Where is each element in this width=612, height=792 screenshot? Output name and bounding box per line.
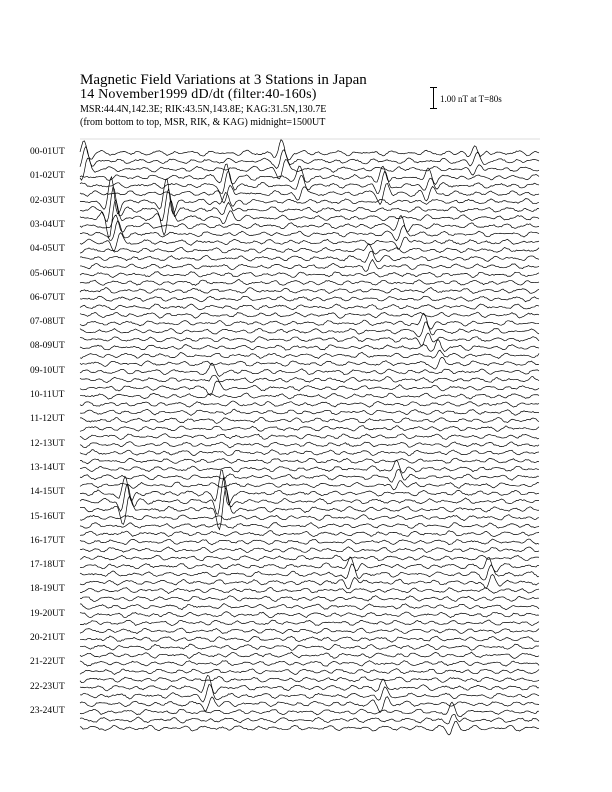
trace-09-10UT-RIK [80,375,539,382]
row-label-17-18UT: 17-18UT [30,560,65,571]
trace-23-24UT-RIK [80,714,539,724]
trace-19-20UT-MSR [80,628,539,633]
trace-19-20UT-RIK [80,620,539,625]
trace-19-20UT-KAG [80,612,539,618]
trace-16-17UT-KAG [80,539,539,545]
trace-04-05UT-KAG [80,244,539,254]
row-label-09-10UT: 09-10UT [30,365,65,376]
trace-05-06UT-RIK [80,279,539,285]
trace-12-13UT-RIK [80,450,539,456]
trace-09-10UT-MSR [80,381,539,395]
trace-12-13UT-MSR [80,458,539,464]
row-label-22-23UT: 22-23UT [30,681,65,692]
trace-00-01UT-RIK [80,146,539,168]
trace-07-08UT-MSR [80,333,539,346]
row-label-12-13UT: 12-13UT [30,438,65,449]
trace-21-22UT-KAG [80,661,539,667]
trace-04-05UT-MSR [80,259,539,271]
row-label-03-04UT: 03-04UT [30,219,65,230]
row-label-16-17UT: 16-17UT [30,535,65,546]
row-label-10-11UT: 10-11UT [30,390,65,400]
trace-22-23UT-RIK [80,685,539,702]
trace-18-19UT-KAG [80,587,539,593]
trace-16-17UT-MSR [80,555,539,561]
trace-17-18UT-MSR [80,574,539,588]
chart-title: Magnetic Field Variations at 3 Stations in Japan [80,72,367,88]
trace-11-12UT-RIK [80,426,539,432]
trace-14-15UT-RIK [80,477,539,514]
trace-11-12UT-MSR [80,434,539,440]
row-label-20-21UT: 20-21UT [30,633,65,643]
trace-15-16UT-RIK [80,523,539,529]
trace-01-02UT-KAG [80,164,539,184]
trace-03-04UT-MSR [80,233,539,251]
row-label-19-20UT: 19-20UT [30,608,65,619]
trace-20-21UT-MSR [80,652,539,658]
trace-06-07UT-KAG [80,296,539,302]
row-label-13-14UT: 13-14UT [30,462,65,473]
row-label-14-15UT: 14-15UT [30,487,65,498]
trace-07-08UT-RIK [80,322,539,337]
trace-08-09UT-KAG [80,340,539,352]
row-label-08-09UT: 08-09UT [30,341,65,352]
trace-01-02UT-RIK [80,171,539,194]
trace-05-06UT-MSR [80,287,539,293]
row-label-07-08UT: 07-08UT [30,317,65,328]
trace-04-05UT-RIK [80,251,539,262]
trace-00-01UT-KAG [80,140,539,160]
trace-13-14UT-MSR [80,481,539,490]
row-label-01-02UT: 01-02UT [30,171,65,182]
row-label-21-22UT: 21-22UT [30,657,65,668]
trace-12-13UT-KAG [80,442,539,448]
trace-10-11UT-RIK [80,401,539,407]
row-label-18-19UT: 18-19UT [30,584,65,595]
trace-08-09UT-RIK [80,350,539,358]
trace-08-09UT-MSR [80,357,539,369]
row-label-15-16UT: 15-16UT [30,511,65,522]
row-label-06-07UT: 06-07UT [30,292,65,303]
trace-21-22UT-RIK [80,669,539,675]
row-label-02-03UT: 02-03UT [30,195,65,206]
row-label-05-06UT: 05-06UT [30,268,65,279]
trace-20-21UT-KAG [80,636,539,642]
trace-18-19UT-MSR [80,604,539,610]
trace-23-24UT-MSR [80,721,539,735]
trace-21-22UT-MSR [80,677,539,683]
trace-06-07UT-RIK [80,304,539,310]
trace-10-11UT-KAG [80,393,539,399]
trace-11-12UT-KAG [80,417,539,423]
trace-02-03UT-MSR [80,200,539,238]
row-label-23-24UT: 23-24UT [30,705,65,716]
trace-06-07UT-MSR [80,312,539,318]
trace-03-04UT-KAG [80,215,539,232]
trace-15-16UT-MSR [80,531,539,537]
trace-10-11UT-MSR [80,409,539,415]
trace-02-03UT-RIK [80,187,539,222]
trace-15-16UT-KAG [80,515,539,521]
trace-18-19UT-RIK [80,596,539,602]
trace-16-17UT-RIK [80,547,539,553]
trace-09-10UT-KAG [80,363,539,376]
row-label-11-12UT: 11-12UT [30,414,65,425]
row-label-00-01UT: 00-01UT [30,147,65,157]
trace-05-06UT-KAG [80,272,539,278]
row-label-04-05UT: 04-05UT [30,244,65,255]
scale-label: 1.00 nT at T=80s [440,94,502,104]
trace-20-21UT-RIK [80,644,539,650]
chart-subtitle: 14 November1999 dD/dt (filter:40-160s) [80,87,317,102]
station-coordinates: MSR:44.4N,142.3E; RIK:43.5N,143.8E; KAG:31.5N,130.7E [80,104,327,115]
trace-order-note: (from bottom to top, MSR, RIK, & KAG) midnight=1500UT [80,117,326,128]
